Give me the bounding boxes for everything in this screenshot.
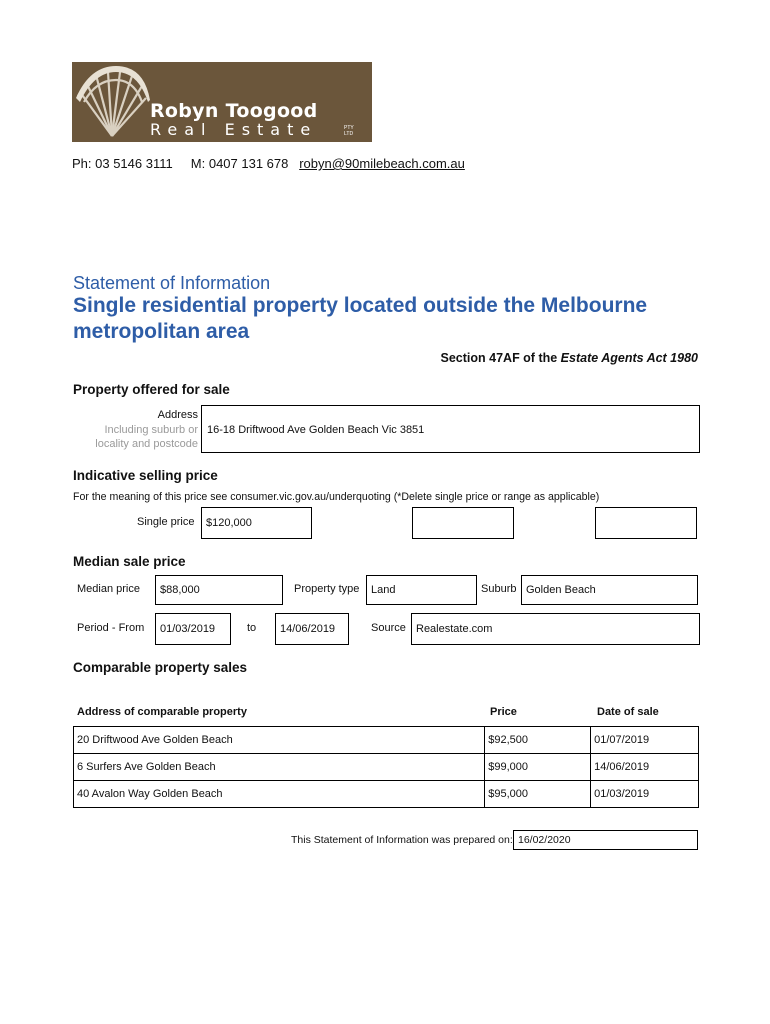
suburb-label: Suburb — [481, 583, 517, 595]
address-sublabel-2: locality and postcode — [95, 438, 198, 450]
column-header-date: Date of sale — [597, 706, 659, 718]
logo-name-line2: Real Estate — [150, 120, 318, 139]
suburb-value: Golden Beach — [526, 584, 596, 596]
page-title: Single residential property located outside the Melbourne metropolitan area — [73, 294, 648, 343]
single-price-field[interactable] — [201, 507, 312, 539]
comparable-date-cell[interactable]: 01/03/2019 — [591, 781, 699, 808]
logo-name-line1: Robyn Toogood — [150, 100, 318, 122]
range-low-field[interactable] — [412, 507, 514, 539]
logo-suffix: PTY LTD — [344, 125, 354, 137]
prepared-date-value: 16/02/2020 — [518, 834, 571, 846]
comparable-price-cell[interactable]: $92,500 — [485, 727, 591, 754]
contact-line — [72, 156, 465, 171]
comparable-date-cell[interactable]: 01/07/2019 — [591, 727, 699, 754]
period-to-label: to — [247, 622, 257, 634]
address-sublabel-1: Including suburb or — [104, 423, 198, 436]
single-price-value: $120,000 — [206, 517, 252, 529]
period-to-field[interactable] — [275, 613, 349, 645]
property-type-value: Land — [371, 584, 396, 596]
median-price-value: $88,000 — [160, 584, 200, 596]
statement-title: Statement of Information — [73, 273, 271, 293]
address-field[interactable] — [201, 405, 700, 453]
period-label: Period - From — [77, 622, 145, 634]
column-header-address: Address of comparable property — [77, 706, 247, 718]
act-name: Estate Agents Act 1980 — [560, 351, 698, 365]
table-row — [74, 727, 699, 754]
median-heading: Median sale price — [73, 554, 186, 569]
address-labels — [72, 408, 198, 452]
comparable-address-cell[interactable]: 40 Avalon Way Golden Beach — [74, 781, 485, 808]
period-to-value: 14/06/2019 — [280, 623, 336, 635]
median-price-label: Median price — [77, 583, 140, 595]
phone-number: Ph: 03 5146 3111 — [72, 156, 173, 171]
shell-icon — [72, 62, 152, 142]
table-row — [74, 781, 699, 808]
address-label: Address — [157, 409, 198, 421]
comparable-price-cell[interactable]: $95,000 — [485, 781, 591, 808]
mobile-number: M: 0407 131 678 — [190, 156, 289, 171]
source-field[interactable] — [411, 613, 700, 645]
comparable-heading: Comparable property sales — [73, 660, 248, 675]
source-value: Realestate.com — [416, 623, 493, 635]
comparable-address-cell[interactable]: 20 Driftwood Ave Golden Beach — [74, 727, 485, 754]
email-link[interactable]: robyn@90milebeach.com.au — [299, 156, 465, 171]
property-type-label: Property type — [294, 583, 360, 595]
property-heading: Property offered for sale — [73, 382, 230, 397]
table-row — [74, 754, 699, 781]
comparable-sales-table — [73, 726, 699, 808]
comparable-address-cell[interactable]: 6 Surfers Ave Golden Beach — [74, 754, 485, 781]
single-price-label: Single price — [137, 516, 195, 528]
suburb-field[interactable] — [521, 575, 698, 605]
prepared-on-label: This Statement of Information was prepared on: — [291, 834, 513, 846]
address-value: 16-18 Driftwood Ave Golden Beach Vic 3851 — [207, 424, 425, 436]
prepared-date-field[interactable] — [513, 830, 698, 850]
source-label: Source — [371, 622, 406, 634]
indicative-heading: Indicative selling price — [73, 468, 218, 483]
indicative-note: For the meaning of this price see consumer.vic.gov.au/underquoting (*Delete single price or range as applicable) — [73, 491, 600, 503]
median-price-field[interactable] — [155, 575, 283, 605]
section-prefix: Section 47AF of the — [440, 351, 561, 365]
column-header-price: Price — [490, 706, 517, 718]
section-reference — [441, 351, 698, 365]
period-from-field[interactable] — [155, 613, 231, 645]
range-high-field[interactable] — [595, 507, 697, 539]
company-logo — [72, 62, 372, 142]
period-from-value: 01/03/2019 — [160, 623, 216, 635]
comparable-date-cell[interactable]: 14/06/2019 — [591, 754, 699, 781]
comparable-price-cell[interactable]: $99,000 — [485, 754, 591, 781]
property-type-field[interactable] — [366, 575, 477, 605]
